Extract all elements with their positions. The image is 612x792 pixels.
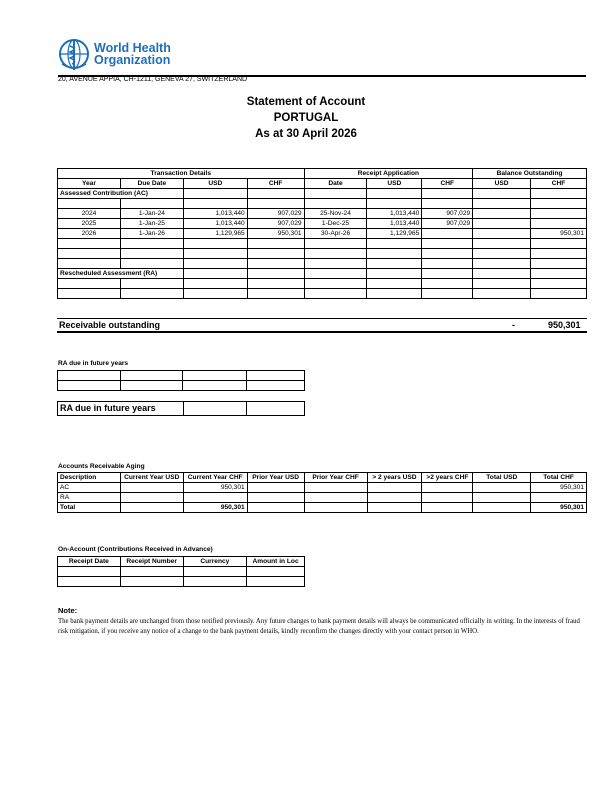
org-name-line2: Organization — [94, 53, 171, 67]
cell-due-date: 1-Jan-25 — [120, 219, 183, 229]
org-address: 20, AVENUE APPIA, CH-1211, GENEVA 27, SWITZERLAND — [58, 76, 248, 83]
cell-value — [531, 493, 587, 503]
cell-receipt-usd: 1,129,965 — [367, 229, 422, 239]
ac-section-row — [58, 189, 587, 199]
group-header-row — [58, 169, 587, 179]
table-row — [58, 371, 305, 381]
receivable-chf: 950,301 — [548, 320, 581, 330]
table-row — [58, 219, 587, 229]
cell-description: RA — [58, 493, 121, 503]
cell-due-date: 1-Jan-26 — [120, 229, 183, 239]
on-account-label: On-Account (Contributions Received in Advance) — [58, 546, 213, 553]
table-row — [58, 229, 587, 239]
cell-value — [473, 483, 531, 493]
table-row — [58, 402, 305, 416]
col-header: Total CHF — [531, 473, 587, 483]
cell-value: 950,301 — [183, 503, 247, 513]
ra-section-row — [58, 269, 587, 279]
col-header: Current Year USD — [120, 473, 183, 483]
cell-value — [473, 503, 531, 513]
cell-value — [422, 483, 473, 493]
cell-receipt-usd: 1,013,440 — [367, 219, 422, 229]
cell-usd: 1,013,440 — [183, 219, 247, 229]
ra-future-total-table — [57, 401, 305, 416]
column-header-row — [58, 179, 587, 189]
col-header: Receipt Date — [58, 557, 121, 567]
note-title: Note: — [58, 606, 78, 615]
ac-section-label: Assessed Contribution (AC) — [58, 189, 184, 199]
cell-year: 2025 — [58, 219, 121, 229]
aging-label: Accounts Receivable Aging — [58, 463, 145, 470]
col-header: Receipt Number — [120, 557, 183, 567]
col-header: Date — [304, 179, 367, 189]
ra-future-table — [57, 370, 305, 391]
cell-receipt-chf: 907,029 — [422, 219, 473, 229]
cell-year: 2024 — [58, 209, 121, 219]
col-header: Current Year CHF — [183, 473, 247, 483]
cell-value — [304, 503, 367, 513]
on-account-header-row — [58, 557, 305, 567]
table-row — [58, 249, 587, 259]
cell-value — [304, 483, 367, 493]
table-row — [58, 577, 305, 587]
receivable-bar-bottom — [57, 331, 587, 333]
cell-value: 950,301 — [531, 503, 587, 513]
col-header: Total USD — [473, 473, 531, 483]
col-header: CHF — [531, 179, 587, 189]
aging-total-row — [58, 503, 587, 513]
col-header: USD — [473, 179, 531, 189]
col-header: CHF — [422, 179, 473, 189]
group-header-receipt: Receipt Application — [304, 169, 473, 179]
cell-value — [120, 483, 183, 493]
col-header: Prior Year USD — [247, 473, 304, 483]
statement-date: As at 30 April 2026 — [255, 128, 357, 140]
cell-balance-usd — [473, 219, 531, 229]
cell-description: Total — [58, 503, 121, 513]
cell-value — [473, 493, 531, 503]
cell-receipt-date: 1-Dec-25 — [304, 219, 367, 229]
col-header: USD — [183, 179, 247, 189]
aging-table — [57, 472, 587, 513]
aging-header-row — [58, 473, 587, 483]
org-name — [94, 42, 171, 66]
cell-value — [367, 493, 422, 503]
cell-balance-usd — [473, 229, 531, 239]
statement-table — [57, 168, 587, 299]
org-name-line1: World Health — [94, 41, 171, 55]
cell-balance-chf — [531, 219, 587, 229]
cell-receipt-chf — [422, 229, 473, 239]
col-header: >2 years CHF — [422, 473, 473, 483]
note-body: The bank payment details are unchanged from those notified previously. Any future changes to bank payment details will always be communicated officially in writing. In the interests of fraud risk mitigation, if you receive any notice of a change to the bank payment details, kindly reconfirm the changes directly with your contact person in WHO. — [58, 618, 580, 635]
group-header-transaction: Transaction Details — [58, 169, 305, 179]
col-header: Amount in Loc — [247, 557, 305, 567]
table-row — [58, 209, 587, 219]
cell-value — [247, 503, 304, 513]
cell-value — [422, 493, 473, 503]
col-header: Currency — [183, 557, 247, 567]
cell-value — [422, 503, 473, 513]
cell-description: AC — [58, 483, 121, 493]
table-row — [58, 239, 587, 249]
cell-chf: 950,301 — [247, 229, 304, 239]
cell-value — [120, 493, 183, 503]
cell-value — [183, 493, 247, 503]
cell-receipt-date: 25-Nov-24 — [304, 209, 367, 219]
cell-balance-chf — [531, 209, 587, 219]
cell-balance-chf: 950,301 — [531, 229, 587, 239]
cell-usd: 1,013,440 — [183, 209, 247, 219]
cell-value — [120, 503, 183, 513]
cell-balance-usd — [473, 209, 531, 219]
table-row — [58, 259, 587, 269]
ra-future-total-label: RA due in future years — [58, 402, 184, 416]
col-header: CHF — [247, 179, 304, 189]
table-row — [58, 493, 587, 503]
table-row — [58, 199, 587, 209]
cell-value — [304, 493, 367, 503]
table-row — [58, 567, 305, 577]
cell-value: 950,301 — [183, 483, 247, 493]
receivable-usd: - — [512, 320, 515, 330]
cell-receipt-date: 30-Apr-26 — [304, 229, 367, 239]
on-account-table — [57, 556, 305, 587]
cell-value — [367, 483, 422, 493]
table-row — [58, 279, 587, 289]
group-header-balance: Balance Outstanding — [473, 169, 587, 179]
table-row — [58, 483, 587, 493]
table-row — [58, 381, 305, 391]
cell-year: 2026 — [58, 229, 121, 239]
receivable-bar-top — [57, 318, 587, 319]
cell-due-date: 1-Jan-24 — [120, 209, 183, 219]
cell-value — [247, 483, 304, 493]
cell-receipt-usd: 1,013,440 — [367, 209, 422, 219]
col-header: Description — [58, 473, 121, 483]
ra-future-label: RA due in future years — [58, 360, 129, 367]
cell-value: 950,301 — [531, 483, 587, 493]
col-header: Prior Year CHF — [304, 473, 367, 483]
cell-value — [367, 503, 422, 513]
col-header: Due Date — [120, 179, 183, 189]
country-name: PORTUGAL — [273, 112, 339, 124]
col-header: > 2 years USD — [367, 473, 422, 483]
table-row — [58, 289, 587, 299]
cell-chf: 907,029 — [247, 209, 304, 219]
col-header: Year — [58, 179, 121, 189]
statement-title: Statement of Account — [246, 96, 366, 108]
cell-chf: 907,029 — [247, 219, 304, 229]
ra-section-label: Rescheduled Assessment (RA) — [58, 269, 184, 279]
cell-value — [247, 493, 304, 503]
cell-receipt-chf: 907,029 — [422, 209, 473, 219]
receivable-label: Receivable outstanding — [59, 320, 161, 330]
col-header: USD — [367, 179, 422, 189]
cell-usd: 1,129,965 — [183, 229, 247, 239]
